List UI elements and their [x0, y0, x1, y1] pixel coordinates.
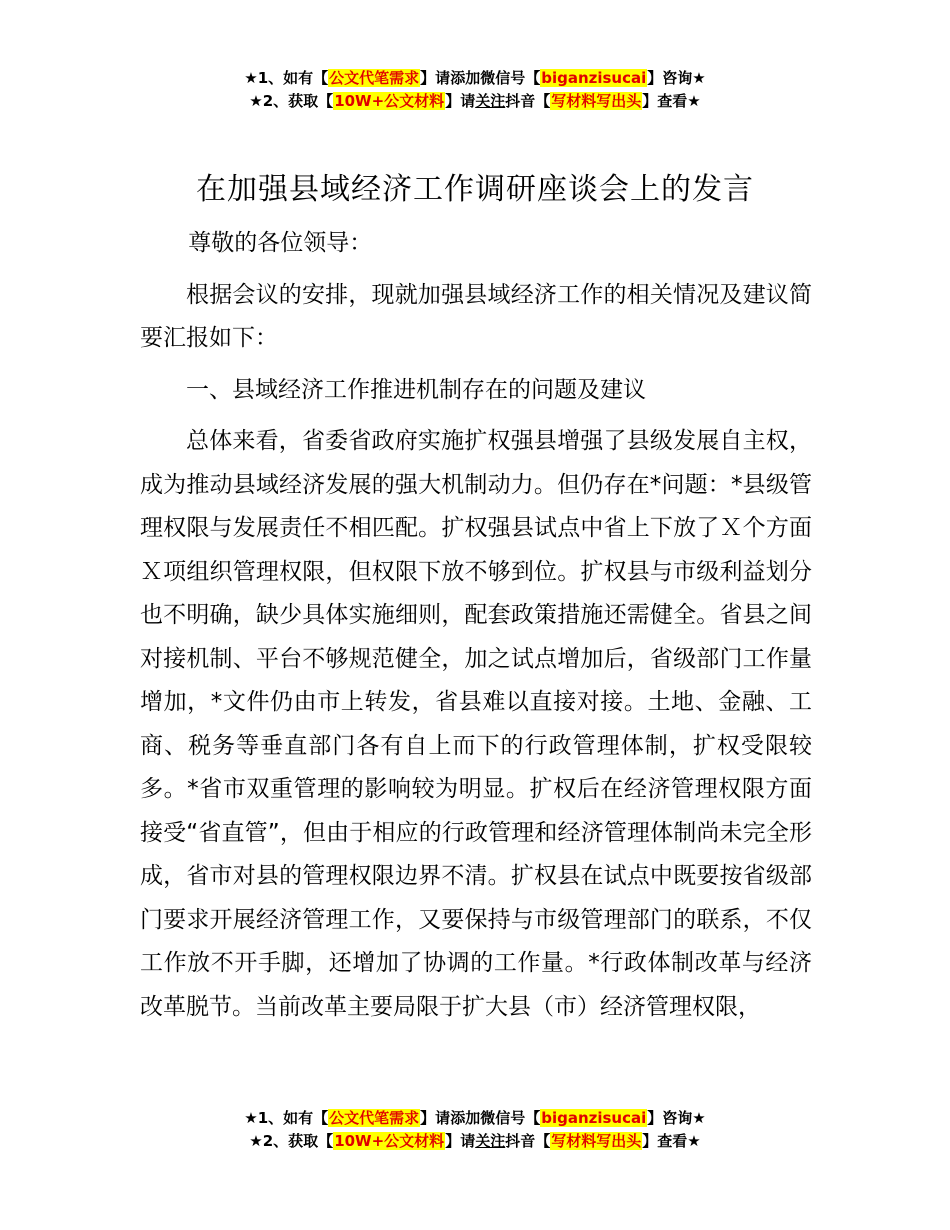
banner-text: 】请: [420, 1109, 451, 1127]
banner-text: 微信号【: [480, 1109, 541, 1127]
banner-text: 】请: [445, 92, 476, 110]
banner-text: ★1、如有【: [244, 1109, 329, 1127]
document-title: 在加强县域经济工作调研座谈会上的发言: [196, 172, 754, 207]
banner-emphasis: 关注: [475, 1132, 506, 1150]
banner-line-2: [0, 1130, 950, 1153]
highlight-wechat-id: biganzisucai: [541, 1109, 647, 1127]
body-paragraph: 总体来看，省委省政府实施扩权强县增强了县级发展自主权，成为推动县域经济发展的强大机制动力。但仍存在*问题：*县级管理权限与发展责任不相匹配。扩权强县试点中省上下放了Ｘ个方面Ｘ项组织管理权限，但权限下放不够到位。扩权县与市级利益划分也不明确，缺少具体实施细则，配套政策措施还需健全。省县之间对接机制、平台不够规范健全，加之试点增加后，省级部门工作量增加，*文件仍由市上转发，省县难以直接对接。土地、金融、工商、税务等垂直部门各有自上而下的行政管理体制，扩权受限较多。*省市双重管理的影响较为明显。扩权后在经济管理权限方面接受“省直管”，但由于相应的行政管理和经济管理体制尚未完全形成，省市对县的管理权限边界不清。扩权县在试点中既要按省级部门要求开展经济管理工作，又要保持与市级管理部门的联系，不仅工作放不开手脚，还增加了协调的工作量。*行政体制改革与经济改革脱节。当前改革主要局限于扩大县（市）经济管理权限，: [140, 428, 813, 1020]
banner-text: ★2、获取【: [249, 1132, 334, 1150]
banner-text: 抖音【: [505, 1132, 551, 1150]
highlight-service: 公文代笔需求: [329, 69, 420, 87]
banner-text: 】请: [445, 1132, 476, 1150]
footer-banner: [0, 1107, 950, 1153]
banner-text: 】查看★: [642, 92, 701, 110]
banner-line-2: [0, 90, 950, 113]
banner-emphasis: 关注: [475, 92, 506, 110]
banner-text: 抖音【: [505, 92, 551, 110]
section-heading: 一、县域经济工作推进机制存在的问题及建议: [186, 376, 646, 403]
banner-emphasis: 添加: [450, 69, 481, 87]
banner-text: 】查看★: [642, 1132, 701, 1150]
banner-line-1: [0, 67, 950, 90]
banner-emphasis: 添加: [450, 1109, 481, 1127]
banner-text: ★2、获取【: [249, 92, 334, 110]
highlight-service: 公文代笔需求: [329, 1109, 420, 1127]
banner-text: 微信号【: [480, 69, 541, 87]
document-body: [140, 222, 812, 1037]
highlight-douyin: 写材料写出头: [551, 92, 642, 110]
banner-line-1: [0, 1107, 950, 1130]
intro-paragraph: 根据会议的安排，现就加强县域经济工作的相关情况及建议简要汇报如下：: [140, 281, 812, 351]
banner-text: 】咨询★: [647, 69, 706, 87]
banner-text: 】咨询★: [647, 1109, 706, 1127]
banner-text: 】请: [420, 69, 451, 87]
banner-text: ★1、如有【: [244, 69, 329, 87]
highlight-materials: 10W+公文材料: [334, 1132, 445, 1150]
header-banner: [0, 67, 950, 113]
salutation: 尊敬的各位领导：: [188, 230, 373, 256]
highlight-wechat-id: biganzisucai: [541, 69, 647, 87]
highlight-materials: 10W+公文材料: [334, 92, 445, 110]
highlight-douyin: 写材料写出头: [551, 1132, 642, 1150]
